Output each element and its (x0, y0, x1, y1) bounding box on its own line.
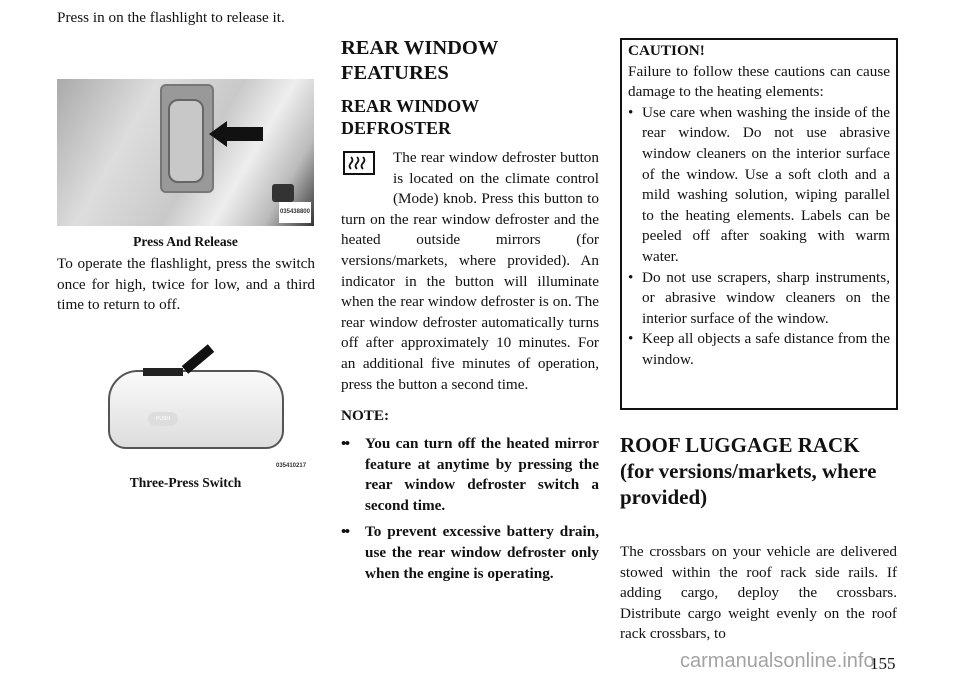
section-heading: REAR WINDOW FEATURES (341, 37, 499, 84)
watermark: carmanualsonline.info (680, 650, 875, 672)
push-label: PUSH (148, 412, 178, 426)
page-number: 155 (870, 654, 896, 673)
figure-caption: Three-Press Switch (129, 475, 242, 490)
flashlight-photo (57, 79, 314, 226)
caution-item: • Do not use scrapers, sharp instruments, or abrasive window cleaners on the interior surface of the window. (628, 268, 890, 330)
note-list (341, 434, 599, 584)
caution-intro: Failure to follow these cautions can cause damage to the heating elements: (628, 62, 890, 101)
caution-item: • Keep all objects a safe distance from the window. (628, 329, 890, 370)
caution-list (628, 103, 890, 371)
note-item: • • You can turn off the heated mirror feature at anytime by pressing the rear window defroster switch a second time. (341, 434, 599, 516)
flashlight-operation-text: To operate the flashlight, press the switch once for high, twice for low, and a third time to return to off. (57, 255, 315, 314)
note-item: • • To prevent excessive battery drain, use the rear window defroster only when the engine is operating. (341, 522, 599, 584)
caution-box (620, 38, 898, 410)
caution-title: CAUTION! (628, 42, 705, 59)
figure-code: 035438800 (279, 202, 311, 223)
intro-text: Press in on the flashlight to release it. (57, 9, 285, 26)
note-label: NOTE: (341, 407, 390, 424)
figure-caption: Press And Release (133, 234, 238, 249)
figure-code: 035410217 (276, 463, 307, 469)
roof-rack-heading: ROOF LUGGAGE RACK (for versions/markets, where provided) (620, 433, 877, 509)
caution-item: • Use care when washing the inside of the rear window. Do not use abrasive window cleaners on the interior surface of the window. Use a soft cloth and a mild washing solution, wiping parallel to the heating elements. Labels can be peeled off after soaking with warm water. (628, 103, 890, 268)
roof-rack-paragraph: The crossbars on your vehicle are delivered stowed within the roof rack side rails. If adding cargo, deploy the crossbars. Distribute cargo weight evenly on the roof rack crossbars, to (620, 543, 897, 643)
subsection-heading: REAR WINDOW DEFROSTER (341, 96, 479, 138)
defroster-paragraph: The rear window defroster button is located on the climate control (Mode) knob. Press this button to turn on the rear window defroster and the heated outside mirrors (for versions/markets, where provided). An indicator in the button will illuminate when the rear window defroster is on. The rear window defroster automatically turns off after approximately 10 minutes. For an additional five minutes of operation, press the button a second time. (341, 149, 599, 393)
three-press-switch-illustration (108, 362, 282, 447)
